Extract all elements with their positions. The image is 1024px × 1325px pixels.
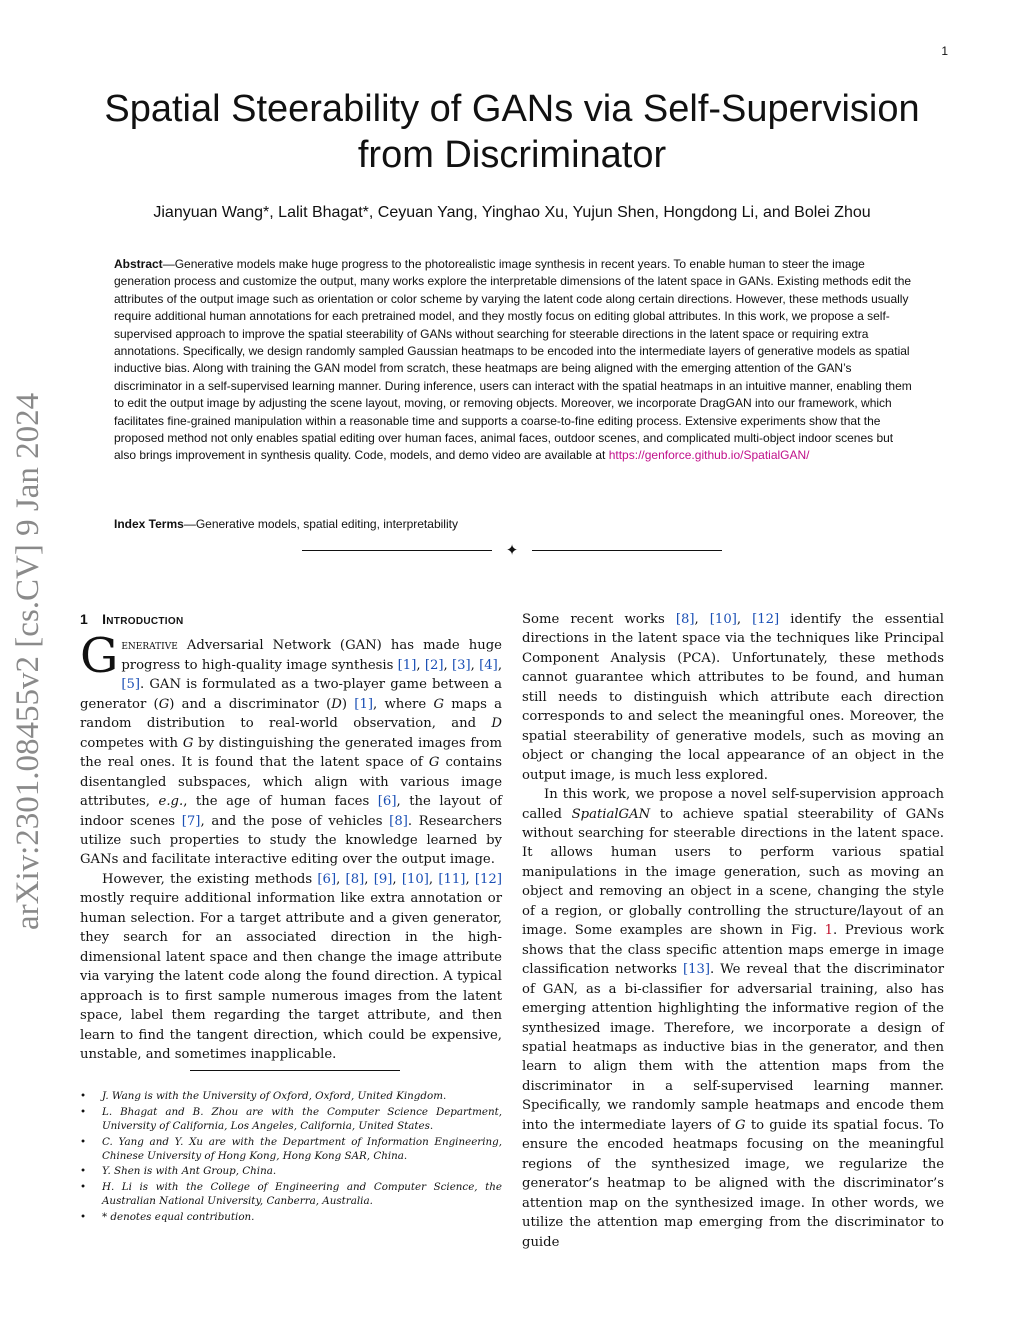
citation-link[interactable]: [9] [373, 871, 393, 887]
italic-text: G [182, 735, 194, 751]
divider-rule-right [532, 550, 722, 551]
page-number: 1 [941, 44, 948, 58]
footnote-text: C. Yang and Y. Xu are with the Department of Information Engineering, Chinese University of Hong Kong, Hong Kong SAR, China. [102, 1135, 502, 1163]
abstract-label: Abstract [114, 257, 163, 271]
bullet-icon: • [80, 1210, 87, 1223]
italic-text: G [158, 696, 170, 712]
bullet-icon: • [80, 1105, 87, 1118]
arxiv-identifier: arXiv:2301.08455v2 [cs.CV] 9 Jan 2024 [10, 392, 46, 930]
footnote-text: L. Bhagat and B. Zhou are with the Computer Science Department, University of California, Los Angeles, California, United States. [102, 1105, 502, 1133]
footnote-rule [190, 1070, 400, 1071]
footnote-text: * denotes equal contribution. [102, 1210, 255, 1223]
right-paragraph-2 [522, 785, 944, 1252]
section-heading [80, 610, 502, 629]
citation-link[interactable]: [7] [181, 813, 201, 829]
citation-link[interactable]: [2] [424, 657, 444, 673]
bullet-icon: • [80, 1135, 87, 1148]
intro-paragraph-1 [80, 628, 503, 869]
title-line-2: from Discriminator [357, 134, 667, 176]
citation-link[interactable]: [3] [451, 657, 471, 673]
citation-link[interactable]: [13] [682, 962, 711, 978]
citation-link[interactable]: [4] [479, 657, 498, 673]
intro-paragraph-2-text: However, the existing methods [6], [8], [9], [10], [11], [12] mostly require additional information like extra annotation or human selection. For a target attribute and a given generator, they search for an associated direction in the high-dimensional latent space and then change the image attribute via varying the latent code along the found direction. A typical approach is to first sample numerous images from the latent space, label them regarding the target attribute, and then learn to find the tangent direction, which could be expensive, unstable, and sometimes inapplicable. [80, 871, 502, 1062]
intro-paragraph-1-text: Adversarial Network (GAN) has made huge progress to high-quality image synthesis [1], [2], [3], [4], [5]. GAN is formulated as a two-player game between a generator (G) and a discriminator (D) [1], where G maps a random distribution to real-world observation, and D competes with G by distinguishing the generated images from the real ones. It is found that the latent space of G contains disentangled subspaces, which align with various image attributes, e.g., the age of human faces [6], the layout of indoor scenes [7], and the pose of vehicles [8]. Researchers utilize such properties to study the knowledge learned by GANs and facilitate interactive editing over the output image. [80, 638, 503, 868]
citation-link[interactable]: [10] [401, 871, 429, 887]
bullet-icon: • [80, 1180, 87, 1193]
section-title: Introduction [102, 611, 184, 627]
affiliation-footnotes [80, 1089, 502, 1224]
abstract [114, 256, 914, 465]
footnote-item [80, 1135, 502, 1164]
abstract-text: —Generative models make huge progress to the photorealistic image synthesis in recent years. To enable human to steer the image generation process and customize the output, many works explore the interpretable dimensions of the latent space in GANs. Existing methods edit the attributes of the output image such as orientation or color scheme by varying the latent code along certain directions. However, these methods usually require additional human annotations for each pretrained model, and they mostly focus on editing global attributes. In this work, we propose a self-supervised approach to improve the spatial steerability of GANs without searching for steerable directions in the latent space or requiring extra annotations. Specifically, we design randomly sampled Gaussian heatmaps to be encoded into the intermediate layers of generative models as spatial inductive bias. Along with training the GAN model from scratch, these heatmaps are being aligned with the emerging attention of the GAN’s discriminator in a self-supervised learning manner. During inference, users can interact with the spatial heatmaps in an intuitive manner, enabling them to edit the output image by adjusting the scene layout, moving, or removing objects. Moreover, we incorporate DragGAN into our framework, which facilitates fine-grained manipulation within a reasonable time and supports a coarse-to-fine editing process. Extensive experiments show that the proposed method not only enables spatial editing over human faces, animal faces, outdoor scenes, and complicated multi-object indoor scenes but also brings improvement in synthesis quality. Code, models, and demo video are available at [114, 257, 912, 463]
citation-link[interactable]: [6] [317, 871, 337, 887]
footnote-text: J. Wang is with the University of Oxford, Oxford, United Kingdom. [102, 1090, 447, 1103]
citation-link[interactable]: [10] [709, 612, 737, 627]
author-list: Jianyuan Wang*, Lalit Bhagat*, Ceyuan Yang, Yinghao Xu, Yujun Shen, Hongdong Li, and Bolei Zhou [153, 204, 871, 221]
index-terms-label: Index Terms [114, 517, 184, 531]
footnote-text: H. Li is with the College of Engineering and Computer Science, the Australian National University, Canberra, Australia. [102, 1180, 502, 1208]
italic-text: G [433, 696, 444, 712]
citation-link[interactable]: 1 [824, 923, 834, 939]
right-column [522, 610, 944, 1252]
drop-cap: G [80, 628, 119, 685]
italic-text: G [428, 755, 440, 771]
footnote-item [80, 1180, 502, 1209]
citation-link[interactable]: [1] [397, 657, 417, 673]
bullet-icon: • [80, 1165, 87, 1178]
divider-star-icon: ✦ [505, 541, 519, 559]
italic-text: G [735, 1117, 746, 1133]
index-terms [114, 516, 914, 533]
paper-title [60, 86, 964, 178]
divider-rule-left [302, 550, 492, 551]
right-paragraph-1-text: Some recent works [8], [10], [12] identify the essential directions in the latent space via the techniques like Principal Component Analysis (PCA). Unfortunately, these methods cannot guarantee which attributes to be found, and human still needs to distinguish which attribute each direction corresponds to and select the meaningful ones. Moreover, the spatial steerability of generative models, such as moving an object or changing the local appearance of an object in the output image, is much less explored. [522, 612, 944, 783]
citation-link[interactable]: [12] [474, 871, 502, 887]
italic-text: D [491, 716, 502, 732]
right-paragraph-2-text: In this work, we propose a novel self-supervision approach called SpatialGAN to achieve spatial steerability of GANs without searching for steerable directions in the latent space. It allows human users to perform various spatial manipulations in the image generation, such as moving an object and removing an object in a scene, changing the style of a region, or globally controlling the structure/layout of an image. Some examples are shown in Fig. 1. Previous work shows that the class specific attention maps emerge in image classification networks [13]. We reveal that the discriminator of GAN, as a bi-classifier for adversarial training, also has emerging attention highlighting the informative region of the synthesized image. Therefore, we incorporate a design of spatial heatmaps as inductive bias in the generator, and then learn to align them with the attention maps from the discriminator in a self-supervised learning manner. Specifically, we randomly sample heatmaps and encode them into the intermediate layers of G to guide its spatial focus. To ensure the encoded heatmaps focusing on the meaningful regions of the synthesized image, we regularize the generator’s heatmap to be aligned with the discriminator’s attention map on the synthesized image. In other words, we utilize the attention map emerging from the discriminator to guide [522, 787, 945, 1250]
title-line-1: Spatial Steerability of GANs via Self-Supervision [104, 88, 920, 130]
footnote-item [80, 1089, 502, 1103]
citation-link[interactable]: [8] [675, 612, 695, 627]
intro-paragraph-2 [80, 870, 502, 1065]
italic-text: e.g. [158, 794, 184, 810]
citation-link[interactable]: [5] [121, 677, 141, 693]
citation-link[interactable]: [11] [438, 871, 466, 887]
right-paragraph-1 [522, 610, 944, 785]
citation-link[interactable]: [1] [354, 696, 373, 712]
italic-text: SpatialGAN [571, 806, 651, 822]
citation-link[interactable]: [12] [752, 612, 780, 627]
section-number: 1 [80, 611, 89, 627]
citation-link[interactable]: [6] [377, 794, 397, 810]
footnote-item [80, 1105, 502, 1134]
citation-link[interactable]: [8] [345, 871, 365, 887]
footnote-item [80, 1164, 502, 1178]
index-terms-text: —Generative models, spatial editing, interpretability [183, 517, 458, 531]
left-column [80, 610, 502, 1225]
project-url-link[interactable]: https://genforce.github.io/SpatialGAN/ [608, 448, 810, 463]
bullet-icon: • [80, 1090, 87, 1103]
citation-link[interactable]: [8] [389, 813, 408, 829]
drop-cap-smallcaps: enerative [121, 638, 178, 654]
section-divider [302, 541, 722, 562]
footnote-item [80, 1210, 502, 1224]
footnote-text: Y. Shen is with Ant Group, China. [102, 1165, 277, 1178]
italic-text: D [331, 696, 342, 712]
